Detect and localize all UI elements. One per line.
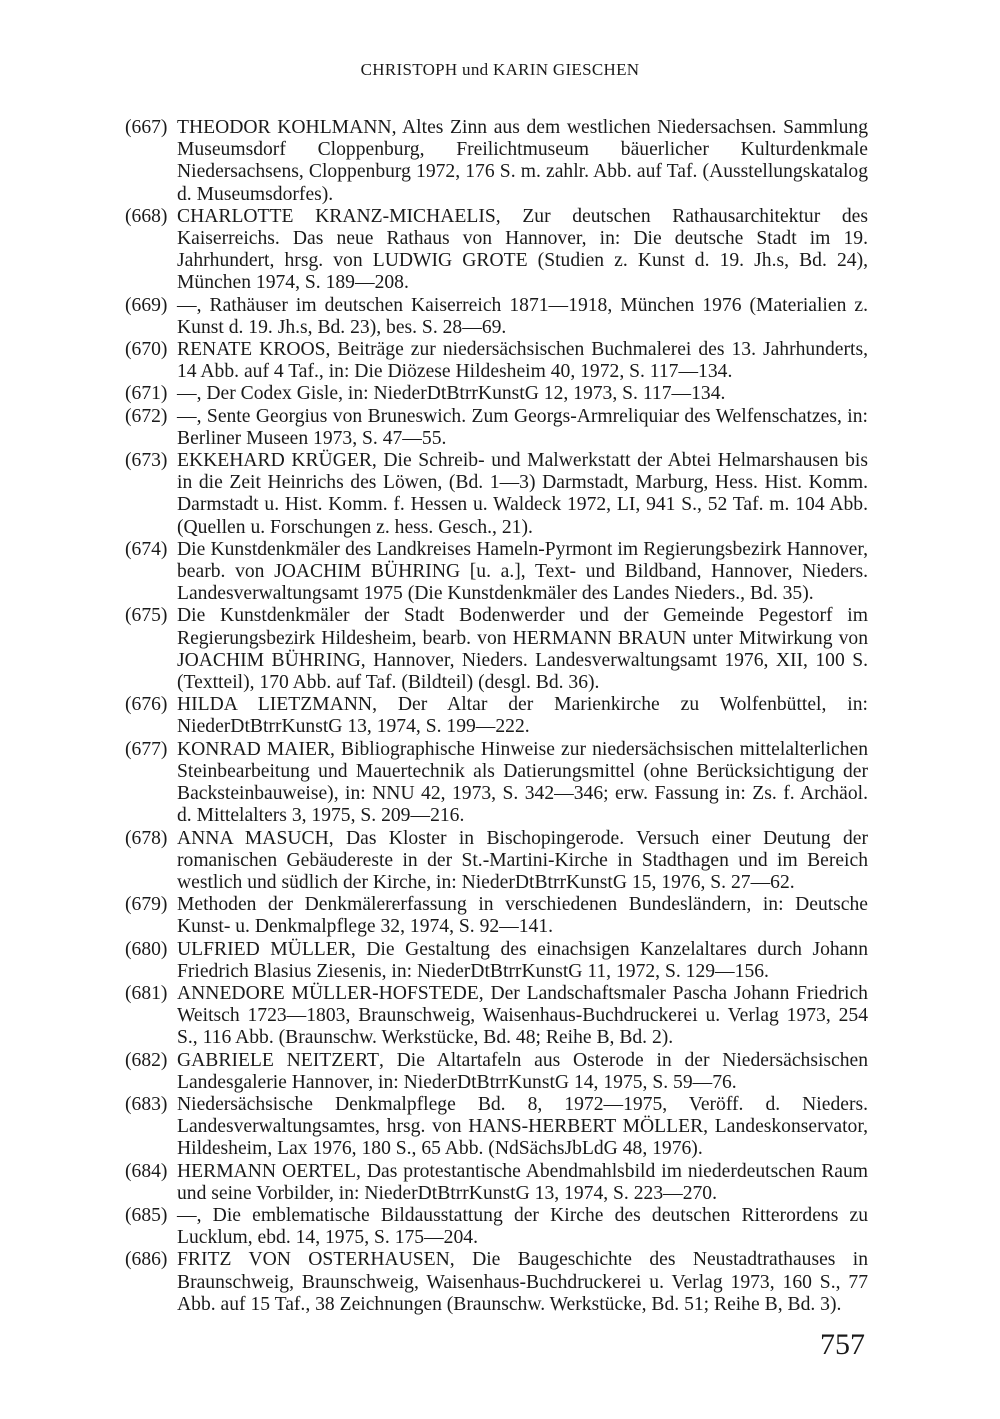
entry-number: (682) [125,1049,168,1071]
bibliography-entry [125,1161,868,1205]
bibliography-entry [125,1094,868,1161]
entry-body [177,1050,868,1094]
entry-text: , Zur deutschen Rathausarchitektur des Kaiserreichs. Das neue Rathaus von Hannover, in: Die deutsche Stadt im 19. Jahrhundert, hrsg. von LUDWIG GROTE (Studien z. Kunst d. 19. Jh.s, Bd. 24), München 1974, S. 189—208. [177,205,868,294]
entry-body [177,894,868,938]
bibliography-entry [125,295,868,339]
entry-author: THEODOR KOHLMANN [177,117,392,138]
entry-number: (685) [125,1204,168,1226]
entry-author: ANNA MASUCH [177,827,329,849]
entry-text: , Die Altartafeln aus Osterode in der Niedersächsischen Landesgalerie Hannover, in: NiederDtBtrrKunstG 14, 1975, S. 59—76. [177,1049,868,1093]
entry-text: , Der Altar der Marienkirche zu Wolfenbüttel, in: NiederDtBtrrKunstG 13, 1974, S. 199—222. [177,694,868,738]
entry-text: —, Sente Georgius von Bruneswich. Zum Georgs-Armreliquiar des Welfenschatzes, in: Berliner Museen 1973, S. 47—55. [177,405,868,449]
entry-text: , Die Schreib- und Malwerkstatt der Abtei Helmarshausen bis in die Zeit Heinrichs des Löwen, (Bd. 1—3) Darmstadt, Marburg, Hess. Hist. Komm. Darmstadt u. Hist. Komm. f. Hessen u. Waldeck 1972, LI, 941 S., 52 Taf. m. 104 Abb. (Quellen u. Forschungen z. hess. Gesch., 21). [177,450,868,538]
entry-author: CHARLOTTE KRANZ-MICHAELIS [177,205,496,227]
entry-number: (667) [125,117,168,138]
bibliography-entry [125,939,868,983]
entry-body [177,117,868,206]
entry-text: , Die Baugeschichte des Neustadtrathauses in Braunschweig, Braunschweig, Waisenhaus-Buchdruckerei u. Verlag 1973, 160 S., 77 Abb. auf 15 Taf., 38 Zeichnungen (Braunschw. Werkstücke, Bd. 51; Reihe B, Bd. 3). [177,1249,868,1315]
entry-number: (676) [125,694,168,716]
running-head: CHRISTOPH und KARIN GIESCHEN [360,60,640,79]
entry-body [177,1205,868,1249]
entry-body [177,206,868,295]
entry-author: ANNEDORE MÜLLER-HOFSTEDE [177,982,479,1004]
entry-text: Niedersächsische Denkmalpflege Bd. 8, 1972—1975, Veröff. d. Nieders. Landesverwaltungsamtes, hrsg. von HANS-HERBERT MÖLLER, Landeskonservator, Hildesheim, Lax 1976, 180 S., 65 Abb. (NdSächsJbLdG 48, 1976). [177,1093,868,1160]
page-number: 757 [820,1328,865,1361]
entry-body [177,828,868,895]
entry-body [177,983,868,1050]
entry-text: , Bibliographische Hinweise zur niedersächsischen mittelalterlichen Steinbearbeitung und Mauertechnik als Datierungsmittel (ohne Berücksichtigung der Backsteinbauweise), in: NNU 42, 1973, S. 342—346; erw. Fassung in: Zs. f. Archäol. d. Mittelalters 3, 1975, S. 209—216. [177,738,868,827]
entry-text: Die Kunstdenkmäler der Stadt Bodenwerder und der Gemeinde Pegestorf im Regierungsbezirk Hildesheim, bearb. von HERMANN BRAUN unter Mitwirkung von JOACHIM BÜHRING, Hannover, Nieders. Landesverwaltungsamt 1976, XII, 100 S. (Textteil), 170 Abb. auf Taf. (Bildteil) (desgl. Bd. 36). [177,605,868,694]
bibliography-entry [125,339,868,383]
entry-number: (672) [125,405,168,427]
entry-body [177,694,868,738]
entry-text: —, Der Codex Gisle, in: NiederDtBtrrKunstG 12, 1973, S. 117—134. [177,383,726,405]
bibliography-entry [125,450,868,539]
entry-author: GABRIELE NEITZERT [177,1049,380,1071]
bibliography-entry [125,605,868,694]
bibliography-entry [125,1205,868,1249]
entry-body [177,406,868,450]
entry-text: , Altes Zinn aus dem westlichen Niedersachsen. Sammlung Museumsdorf Cloppenburg, Freilichtmuseum bäuerlicher Kulturdenkmale Niedersachsens, Cloppenburg 1972, 176 S. m. zahlr. Abb. auf Taf. (Ausstellungskatalog d. Museumsdorfes). [177,117,869,205]
entry-author: EKKEHARD KRÜGER [177,450,372,472]
entry-text: , Das protestantische Abendmahlsbild im niederdeutschen Raum und seine Vorbilder, in: NiederDtBtrrKunstG 13, 1974, S. 223—270. [177,1160,869,1204]
entry-text: —, Rathäuser im deutschen Kaiserreich 1871—1918, München 1976 (Materialien z. Kunst d. 19. Jh.s, Bd. 23), bes. S. 28—69. [177,294,868,338]
entry-number: (668) [125,205,168,227]
entry-text: , Der Landschaftsmaler Pascha Johann Friedrich Weitsch 1723—1803, Braunschweig, Waisenhaus-Buchdruckerei u. Verlag 1973, 254 S., 116 Abb. (Braunschw. Werkstücke, Bd. 48; Reihe B, Bd. 2). [177,982,868,1049]
bibliography-entry [125,383,868,405]
entry-number: (679) [125,894,168,916]
entry-author: HERMANN OERTEL [177,1160,356,1182]
entry-author: FRITZ VON OSTERHAUSEN [177,1249,450,1271]
entry-body [177,605,868,694]
entry-body [177,1161,868,1205]
bibliography-entry [125,117,868,206]
bibliography-entry [125,828,868,895]
entry-body [177,450,868,539]
entry-body [177,539,868,606]
entry-number: (671) [125,383,168,405]
entry-number: (680) [125,938,168,960]
entry-number: (673) [125,450,168,472]
entry-body [177,383,868,405]
entry-number: (678) [125,827,168,849]
entry-body [177,739,868,828]
entry-number: (677) [125,738,168,760]
entry-text: Methoden der Denkmälererfassung in verschiedenen Bundesländern, in: Deutsche Kunst- u. Denkmalpflege 32, 1974, S. 92—141. [177,894,868,938]
entry-number: (670) [125,339,168,361]
entry-body [177,939,868,983]
entry-number: (686) [125,1249,168,1271]
bibliography-entry [125,406,868,450]
bibliography-entry [125,894,868,938]
entry-author: RENATE KROOS [177,339,326,361]
entry-body [177,1094,868,1161]
entry-author: KONRAD MAIER [177,738,331,760]
entry-number: (684) [125,1160,168,1182]
entry-text: , Die Gestaltung des einachsigen Kanzelaltares durch Johann Friedrich Blasius Ziesenis, in: NiederDtBtrrKunstG 11, 1972, S. 129—156. [177,938,868,982]
entry-author: ULFRIED MÜLLER [177,938,351,960]
bibliography-entry [125,694,868,738]
entry-number: (681) [125,982,168,1004]
entry-text: , Beiträge zur niedersächsischen Buchmalerei des 13. Jahrhunderts, 14 Abb. auf 4 Taf., in: Die Diözese Hildesheim 40, 1972, S. 117—134. [177,339,869,383]
entry-number: (674) [125,538,168,560]
bibliography-entry [125,206,868,295]
entry-body [177,1249,868,1316]
entry-number: (669) [125,294,168,316]
bibliography-entry [125,1249,868,1316]
bibliography-list [125,117,868,1316]
entry-text: Die Kunstdenkmäler des Landkreises Hameln-Pyrmont im Regierungsbezirk Hannover, bearb. von JOACHIM BÜHRING [u. a.], Text- und Bildband, Hannover, Nieders. Landesverwaltungsamt 1975 (Die Kunstdenkmäler des Landes Nieders., Bd. 35). [177,538,868,605]
entry-body [177,339,868,383]
bibliography-entry [125,983,868,1050]
entry-number: (675) [125,605,168,627]
bibliography-entry [125,739,868,828]
entry-text: —, Die emblematische Bildausstattung der Kirche des deutschen Ritterordens zu Lucklum, ebd. 14, 1975, S. 175—204. [177,1204,868,1249]
entry-body [177,295,868,339]
entry-author: HILDA LIETZMANN [177,694,373,716]
bibliography-entry [125,539,868,606]
entry-number: (683) [125,1093,168,1115]
bibliography-entry [125,1050,868,1094]
entry-text: , Das Kloster in Bischopingerode. Versuch einer Deutung der romanischen Gebäudereste in der St.-Martini-Kirche in Stadthagen und im Bereich westlich und südlich der Kirche, in: NiederDtBtrrKunstG 15, 1976, S. 27—62. [177,827,868,893]
